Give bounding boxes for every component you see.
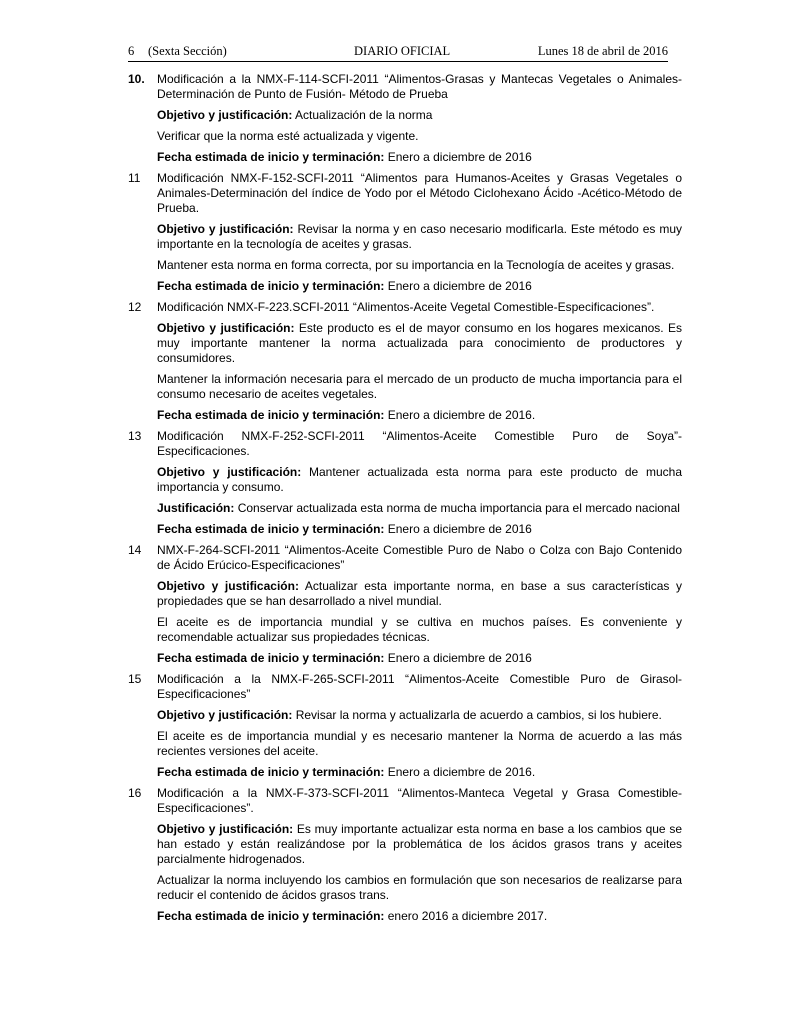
- page-number: 6: [128, 44, 135, 58]
- paragraph-label: Objetivo y justificación:: [157, 822, 294, 836]
- item-paragraph: [157, 108, 682, 123]
- item-number: 13: [128, 429, 142, 443]
- paragraph-text: Modificación a la NMX-F-373-SCFI-2011 “Alimentos-Manteca Vegetal y Grasa Comestible-Especificaciones”.: [157, 786, 682, 815]
- item-number: 11: [128, 171, 141, 185]
- publication-title: DIARIO OFICIAL: [354, 44, 451, 58]
- item-number: 10.: [128, 72, 145, 86]
- paragraph-text: enero 2016 a diciembre 2017.: [384, 909, 548, 923]
- paragraph-label: Fecha estimada de inicio y terminación:: [157, 522, 385, 536]
- item-number: 16: [128, 786, 142, 800]
- item-paragraph: [157, 786, 682, 816]
- paragraph-text: Enero a diciembre de 2016.: [384, 765, 536, 779]
- paragraph-label: Fecha estimada de inicio y terminación:: [157, 909, 385, 923]
- list-item: [128, 72, 682, 165]
- paragraph-text: Modificación a la NMX-F-114-SCFI-2011 “Alimentos-Grasas y Mantecas Vegetales o Animales-Determinación de Punto de Fusión- Método de Prueba: [157, 72, 682, 101]
- paragraph-text: Actualización de la norma: [292, 108, 433, 122]
- publication-date: Lunes 18 de abril de 2016: [537, 44, 668, 58]
- document-body: [128, 72, 682, 930]
- paragraph-label: Fecha estimada de inicio y terminación:: [157, 279, 385, 293]
- list-item: [128, 672, 682, 780]
- paragraph-label: Objetivo y justificación:: [157, 465, 302, 479]
- item-paragraph: [157, 465, 682, 495]
- item-paragraph: [157, 372, 682, 402]
- paragraph-text: Enero a diciembre de 2016.: [384, 408, 536, 422]
- item-paragraph: [157, 72, 682, 102]
- paragraph-text: Es muy importante actualizar esta norma en base a los cambios que se han estado y están realizándose por la problemática de los ácidos grasos trans y aceites parcialmente hidrogenados.: [157, 822, 683, 866]
- item-paragraph: [157, 873, 682, 903]
- paragraph-label: Objetivo y justificación:: [157, 708, 293, 722]
- paragraph-text: Modificación NMX-F-152-SCFI-2011 “Alimentos para Humanos-Aceites y Grasas Vegetales o Animales-Determinación del índice de Yodo por el Método Ciclohexano Ácido -Acético-Método de Prueba.: [157, 171, 682, 215]
- item-paragraph: [157, 729, 682, 759]
- item-paragraph: [157, 909, 682, 924]
- paragraph-text: Este producto es el de mayor consumo en los hogares mexicanos. Es muy importante mantener la norma actualizada para conocimiento de productores y consumidores.: [157, 321, 683, 365]
- paragraph-text: Revisar la norma y actualizarla de acuerdo a cambios, si los hubiere.: [292, 708, 662, 722]
- item-paragraph: [157, 672, 682, 702]
- paragraph-label: Justificación:: [157, 501, 235, 515]
- page-header: [128, 44, 668, 62]
- paragraph-text: Mantener la información necesaria para el mercado de un producto de mucha importancia para el consumo necesario de aceites vegetales.: [157, 372, 682, 401]
- item-paragraph: [157, 129, 682, 144]
- paragraph-text: Enero a diciembre de 2016: [384, 651, 532, 665]
- paragraph-text: El aceite es de importancia mundial y es necesario mantener la Norma de acuerdo a las más recientes versiones del aceite.: [157, 729, 682, 758]
- list-item: [128, 429, 682, 537]
- item-paragraph: [157, 321, 682, 366]
- paragraph-text: El aceite es de importancia mundial y se cultiva en muchos países. Es conveniente y recomendable actualizar sus propiedades técnicas.: [157, 615, 682, 644]
- paragraph-text: Actualizar la norma incluyendo los cambios en formulación que son necesarios de realizarse para reducir el contenido de ácidos grasos trans.: [157, 873, 682, 902]
- item-paragraph: [157, 279, 682, 294]
- item-paragraph: [157, 708, 682, 723]
- item-paragraph: [157, 300, 682, 315]
- item-paragraph: [157, 501, 682, 516]
- paragraph-label: Fecha estimada de inicio y terminación:: [157, 651, 385, 665]
- item-number: 12: [128, 300, 142, 314]
- paragraph-label: Objetivo y justificación:: [157, 108, 293, 122]
- item-paragraph: [157, 222, 682, 252]
- paragraph-label: Fecha estimada de inicio y terminación:: [157, 150, 385, 164]
- paragraph-text: Enero a diciembre de 2016: [384, 522, 532, 536]
- list-item: [128, 300, 682, 423]
- paragraph-text: Mantener esta norma en forma correcta, por su importancia en la Tecnología de aceites y grasas.: [157, 258, 675, 272]
- paragraph-label: Objetivo y justificación:: [157, 321, 295, 335]
- paragraph-text: Mantener actualizada esta norma para este producto de mucha importancia y consumo.: [157, 465, 683, 494]
- item-paragraph: [157, 429, 682, 459]
- item-paragraph: [157, 408, 682, 423]
- item-paragraph: [157, 822, 682, 867]
- paragraph-text: Modificación a la NMX-F-265-SCFI-2011 “Alimentos-Aceite Comestible Puro de Girasol-Especificaciones”: [157, 672, 682, 701]
- paragraph-text: Actualizar esta importante norma, en base a sus características y propiedades que se han desarrollado a nivel mundial.: [157, 579, 682, 608]
- paragraph-text: Modificación NMX-F-252-SCFI-2011 “Alimentos-Aceite Comestible Puro de Soya”-Especificaciones.: [157, 429, 682, 458]
- item-number: 14: [128, 543, 142, 557]
- item-number: 15: [128, 672, 142, 686]
- list-item: [128, 543, 682, 666]
- paragraph-text: Enero a diciembre de 2016: [384, 150, 532, 164]
- paragraph-label: Objetivo y justificación:: [157, 222, 294, 236]
- list-item: [128, 786, 682, 924]
- item-paragraph: [157, 615, 682, 645]
- paragraph-text: Verificar que la norma esté actualizada y vigente.: [157, 129, 419, 143]
- paragraph-text: Revisar la norma y en caso necesario modificarla. Este método es muy importante en la tecnología de aceites y grasas.: [157, 222, 683, 251]
- paragraph-text: Modificación NMX-F-223.SCFI-2011 “Alimentos-Aceite Vegetal Comestible-Especificaciones”.: [157, 300, 655, 314]
- item-paragraph: [157, 765, 682, 780]
- item-paragraph: [157, 150, 682, 165]
- paragraph-text: Conservar actualizada esta norma de mucha importancia para el mercado nacional: [234, 501, 680, 515]
- item-paragraph: [157, 579, 682, 609]
- item-paragraph: [157, 543, 682, 573]
- paragraph-label: Fecha estimada de inicio y terminación:: [157, 408, 385, 422]
- list-item: [128, 171, 682, 294]
- paragraph-text: NMX-F-264-SCFI-2011 “Alimentos-Aceite Comestible Puro de Nabo o Colza con Bajo Contenido de Ácido Erúcico-Especificaciones”: [157, 543, 682, 572]
- paragraph-label: Fecha estimada de inicio y terminación:: [157, 765, 385, 779]
- paragraph-text: Enero a diciembre de 2016: [384, 279, 532, 293]
- paragraph-label: Objetivo y justificación:: [157, 579, 299, 593]
- section-label: (Sexta Sección): [148, 44, 227, 58]
- item-paragraph: [157, 651, 682, 666]
- item-paragraph: [157, 171, 682, 216]
- item-paragraph: [157, 522, 682, 537]
- item-paragraph: [157, 258, 682, 273]
